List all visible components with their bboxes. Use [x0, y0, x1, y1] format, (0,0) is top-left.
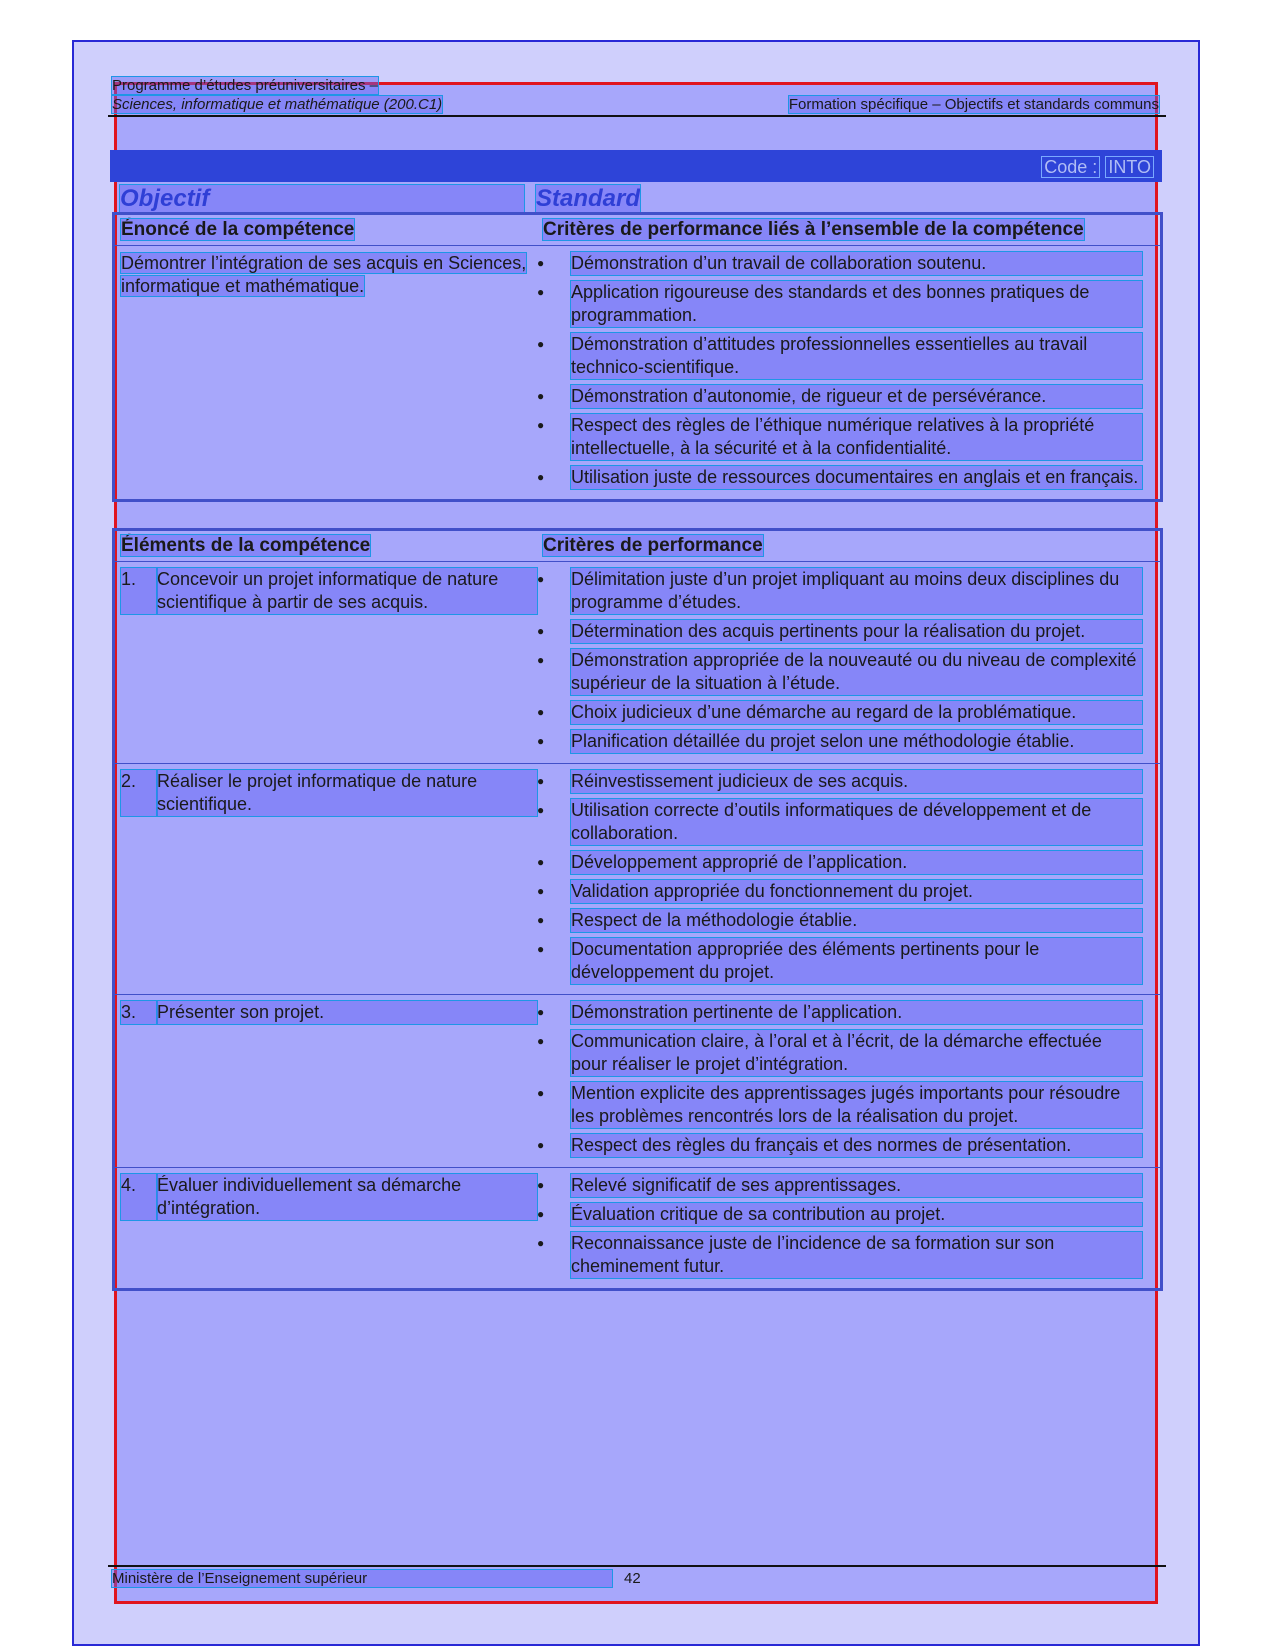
bullet-icon: ●: [537, 572, 545, 586]
criterion-text: Respect des règles du français et des normes de présentation.: [571, 1134, 1142, 1157]
list-item: [537, 770, 1142, 793]
header-section: Formation spécifique – Objectifs et standards communs: [788, 96, 1159, 113]
element-text: Évaluer individuellement sa démarche d’intégration.: [157, 1174, 537, 1220]
criterion-text: Respect de la méthodologie établie.: [571, 909, 1142, 932]
criterion-text: Planification détaillée du projet selon une méthodologie établie.: [571, 730, 1142, 753]
bullet-icon: ●: [537, 337, 545, 351]
element-number: 3.: [121, 1001, 157, 1024]
list-item: [537, 1203, 1142, 1226]
competence-row: [115, 246, 1160, 499]
element-row-4: [115, 1168, 1160, 1288]
element-row-1: [115, 562, 1160, 764]
criterion-text: Communication claire, à l’oral et à l’écrit, de la démarche effectuée pour réaliser le projet d’intégration.: [571, 1030, 1142, 1076]
competence-criteria-heading: Critères de performance liés à l’ensemble de la compétence: [543, 219, 1084, 240]
criterion-text: Démonstration appropriée de la nouveauté ou du niveau de complexité supérieur de la situation à l’étude.: [571, 649, 1142, 695]
bullet-icon: ●: [537, 942, 545, 956]
page-number: 42: [624, 1570, 641, 1587]
elements-criteria-heading: Critères de performance: [543, 535, 763, 556]
criterion-text: Démonstration pertinente de l’application.: [571, 1001, 1142, 1024]
code-label-text: Code :: [1041, 156, 1100, 178]
competence-table: [112, 212, 1163, 502]
element-number: 4.: [121, 1174, 157, 1220]
criterion-text: Détermination des acquis pertinents pour la réalisation du projet.: [571, 620, 1142, 643]
criterion-text: Évaluation critique de sa contribution au projet.: [571, 1203, 1142, 1226]
list-item: [537, 252, 1142, 275]
element-criteria-list: [537, 1001, 1142, 1157]
element-text: Présenter son projet.: [157, 1001, 537, 1024]
criterion-text: Validation appropriée du fonctionnement du projet.: [571, 880, 1142, 903]
element-row-2: [115, 764, 1160, 995]
bullet-icon: ●: [537, 884, 545, 898]
bullet-icon: ●: [537, 1005, 545, 1019]
objectif-title: Objectif: [120, 185, 524, 213]
criterion-text: Mention explicite des apprentissages jugés importants pour résoudre les problèmes rencontrés lors de la réalisation du projet.: [571, 1082, 1142, 1128]
criterion-text: Respect des règles de l’éthique numérique relatives à la propriété intellectuelle, à la sécurité et à la confidentialité.: [571, 414, 1142, 460]
elements-heading: Éléments de la compétence: [121, 535, 371, 556]
competence-statement-heading: Énoncé de la compétence: [121, 219, 355, 240]
criterion-text: Choix judicieux d’une démarche au regard de la problématique.: [571, 701, 1142, 724]
criterion-text: Reconnaissance juste de l’incidence de sa formation sur son cheminement futur.: [571, 1232, 1142, 1278]
bullet-icon: ●: [537, 705, 545, 719]
list-item: [537, 649, 1142, 695]
bullet-icon: ●: [537, 803, 545, 817]
list-item: [537, 938, 1142, 984]
criterion-text: Démonstration d’un travail de collaboration soutenu.: [571, 252, 1142, 275]
list-item: [537, 1134, 1142, 1157]
code-bar: [110, 150, 1162, 182]
list-item: [537, 281, 1142, 327]
competence-header: [115, 215, 1160, 246]
competence-criteria-list: [537, 252, 1142, 489]
criterion-text: Développement approprié de l’application.: [571, 851, 1142, 874]
list-item: [537, 1001, 1142, 1024]
list-item: [537, 385, 1142, 408]
list-item: [537, 1174, 1142, 1197]
list-item: [537, 701, 1142, 724]
criterion-text: Application rigoureuse des standards et des bonnes pratiques de programmation.: [571, 281, 1142, 327]
element-row-3: [115, 995, 1160, 1168]
list-item: [537, 1030, 1142, 1076]
bullet-icon: ●: [537, 1086, 545, 1100]
footer-ministry: Ministère de l’Enseignement supérieur: [112, 1570, 612, 1587]
list-item: [537, 1232, 1142, 1278]
list-item: [537, 880, 1142, 903]
code-value: INTO: [1105, 156, 1154, 178]
list-item: [537, 1082, 1142, 1128]
bullet-icon: ●: [537, 624, 545, 638]
list-item: [537, 333, 1142, 379]
list-item: [537, 620, 1142, 643]
element-criteria-list: [537, 1174, 1142, 1278]
bullet-icon: ●: [537, 1236, 545, 1250]
bullet-icon: ●: [537, 855, 545, 869]
criterion-text: Réinvestissement judicieux de ses acquis.: [571, 770, 1142, 793]
standard-title: Standard: [536, 185, 641, 212]
bullet-icon: ●: [537, 913, 545, 927]
criterion-text: Démonstration d’autonomie, de rigueur et de persévérance.: [571, 385, 1142, 408]
criterion-text: Relevé significatif de ses apprentissages.: [571, 1174, 1142, 1197]
list-item: [537, 851, 1142, 874]
criterion-text: Utilisation juste de ressources documentaires en anglais et en français.: [571, 466, 1142, 489]
criterion-text: Utilisation correcte d’outils informatiques de développement et de collaboration.: [571, 799, 1142, 845]
code-label: [1041, 157, 1154, 178]
list-item: [537, 414, 1142, 460]
bullet-icon: ●: [537, 285, 545, 299]
bullet-icon: ●: [537, 389, 545, 403]
bullet-icon: ●: [537, 256, 545, 270]
element-text: Concevoir un projet informatique de nature scientifique à partir de ses acquis.: [157, 568, 537, 614]
bullet-icon: ●: [537, 418, 545, 432]
list-item: [537, 909, 1142, 932]
element-criteria-list: [537, 568, 1142, 753]
elements-header: [115, 531, 1160, 562]
element-number: 2.: [121, 770, 157, 816]
criterion-text: Délimitation juste d’un projet impliquant au moins deux disciplines du programme d’études.: [571, 568, 1142, 614]
bullet-icon: ●: [537, 1034, 545, 1048]
bullet-icon: ●: [537, 1207, 545, 1221]
list-item: [537, 466, 1142, 489]
element-number: 1.: [121, 568, 157, 614]
bullet-icon: ●: [537, 653, 545, 667]
bullet-icon: ●: [537, 470, 545, 484]
competence-statement: Démontrer l’intégration de ses acquis en Sciences, informatique et mathématique.: [121, 253, 527, 296]
list-item: [537, 730, 1142, 753]
footer-rule: [108, 1565, 1166, 1567]
header-program-name: Sciences, informatique et mathématique (200.C1): [112, 96, 443, 113]
header-rule: [108, 115, 1166, 117]
list-item: [537, 568, 1142, 614]
elements-table: [112, 528, 1163, 1291]
element-text: Réaliser le projet informatique de nature scientifique.: [157, 770, 537, 816]
bullet-icon: ●: [537, 734, 545, 748]
list-item: [537, 799, 1142, 845]
element-criteria-list: [537, 770, 1142, 984]
criterion-text: Démonstration d’attitudes professionnelles essentielles au travail technico-scientifique.: [571, 333, 1142, 379]
bullet-icon: ●: [537, 1138, 545, 1152]
bullet-icon: ●: [537, 1178, 545, 1192]
header-program: Programme d’études préuniversitaires –: [112, 77, 378, 94]
criterion-text: Documentation appropriée des éléments pertinents pour le développement du projet.: [571, 938, 1142, 984]
bullet-icon: ●: [537, 774, 545, 788]
